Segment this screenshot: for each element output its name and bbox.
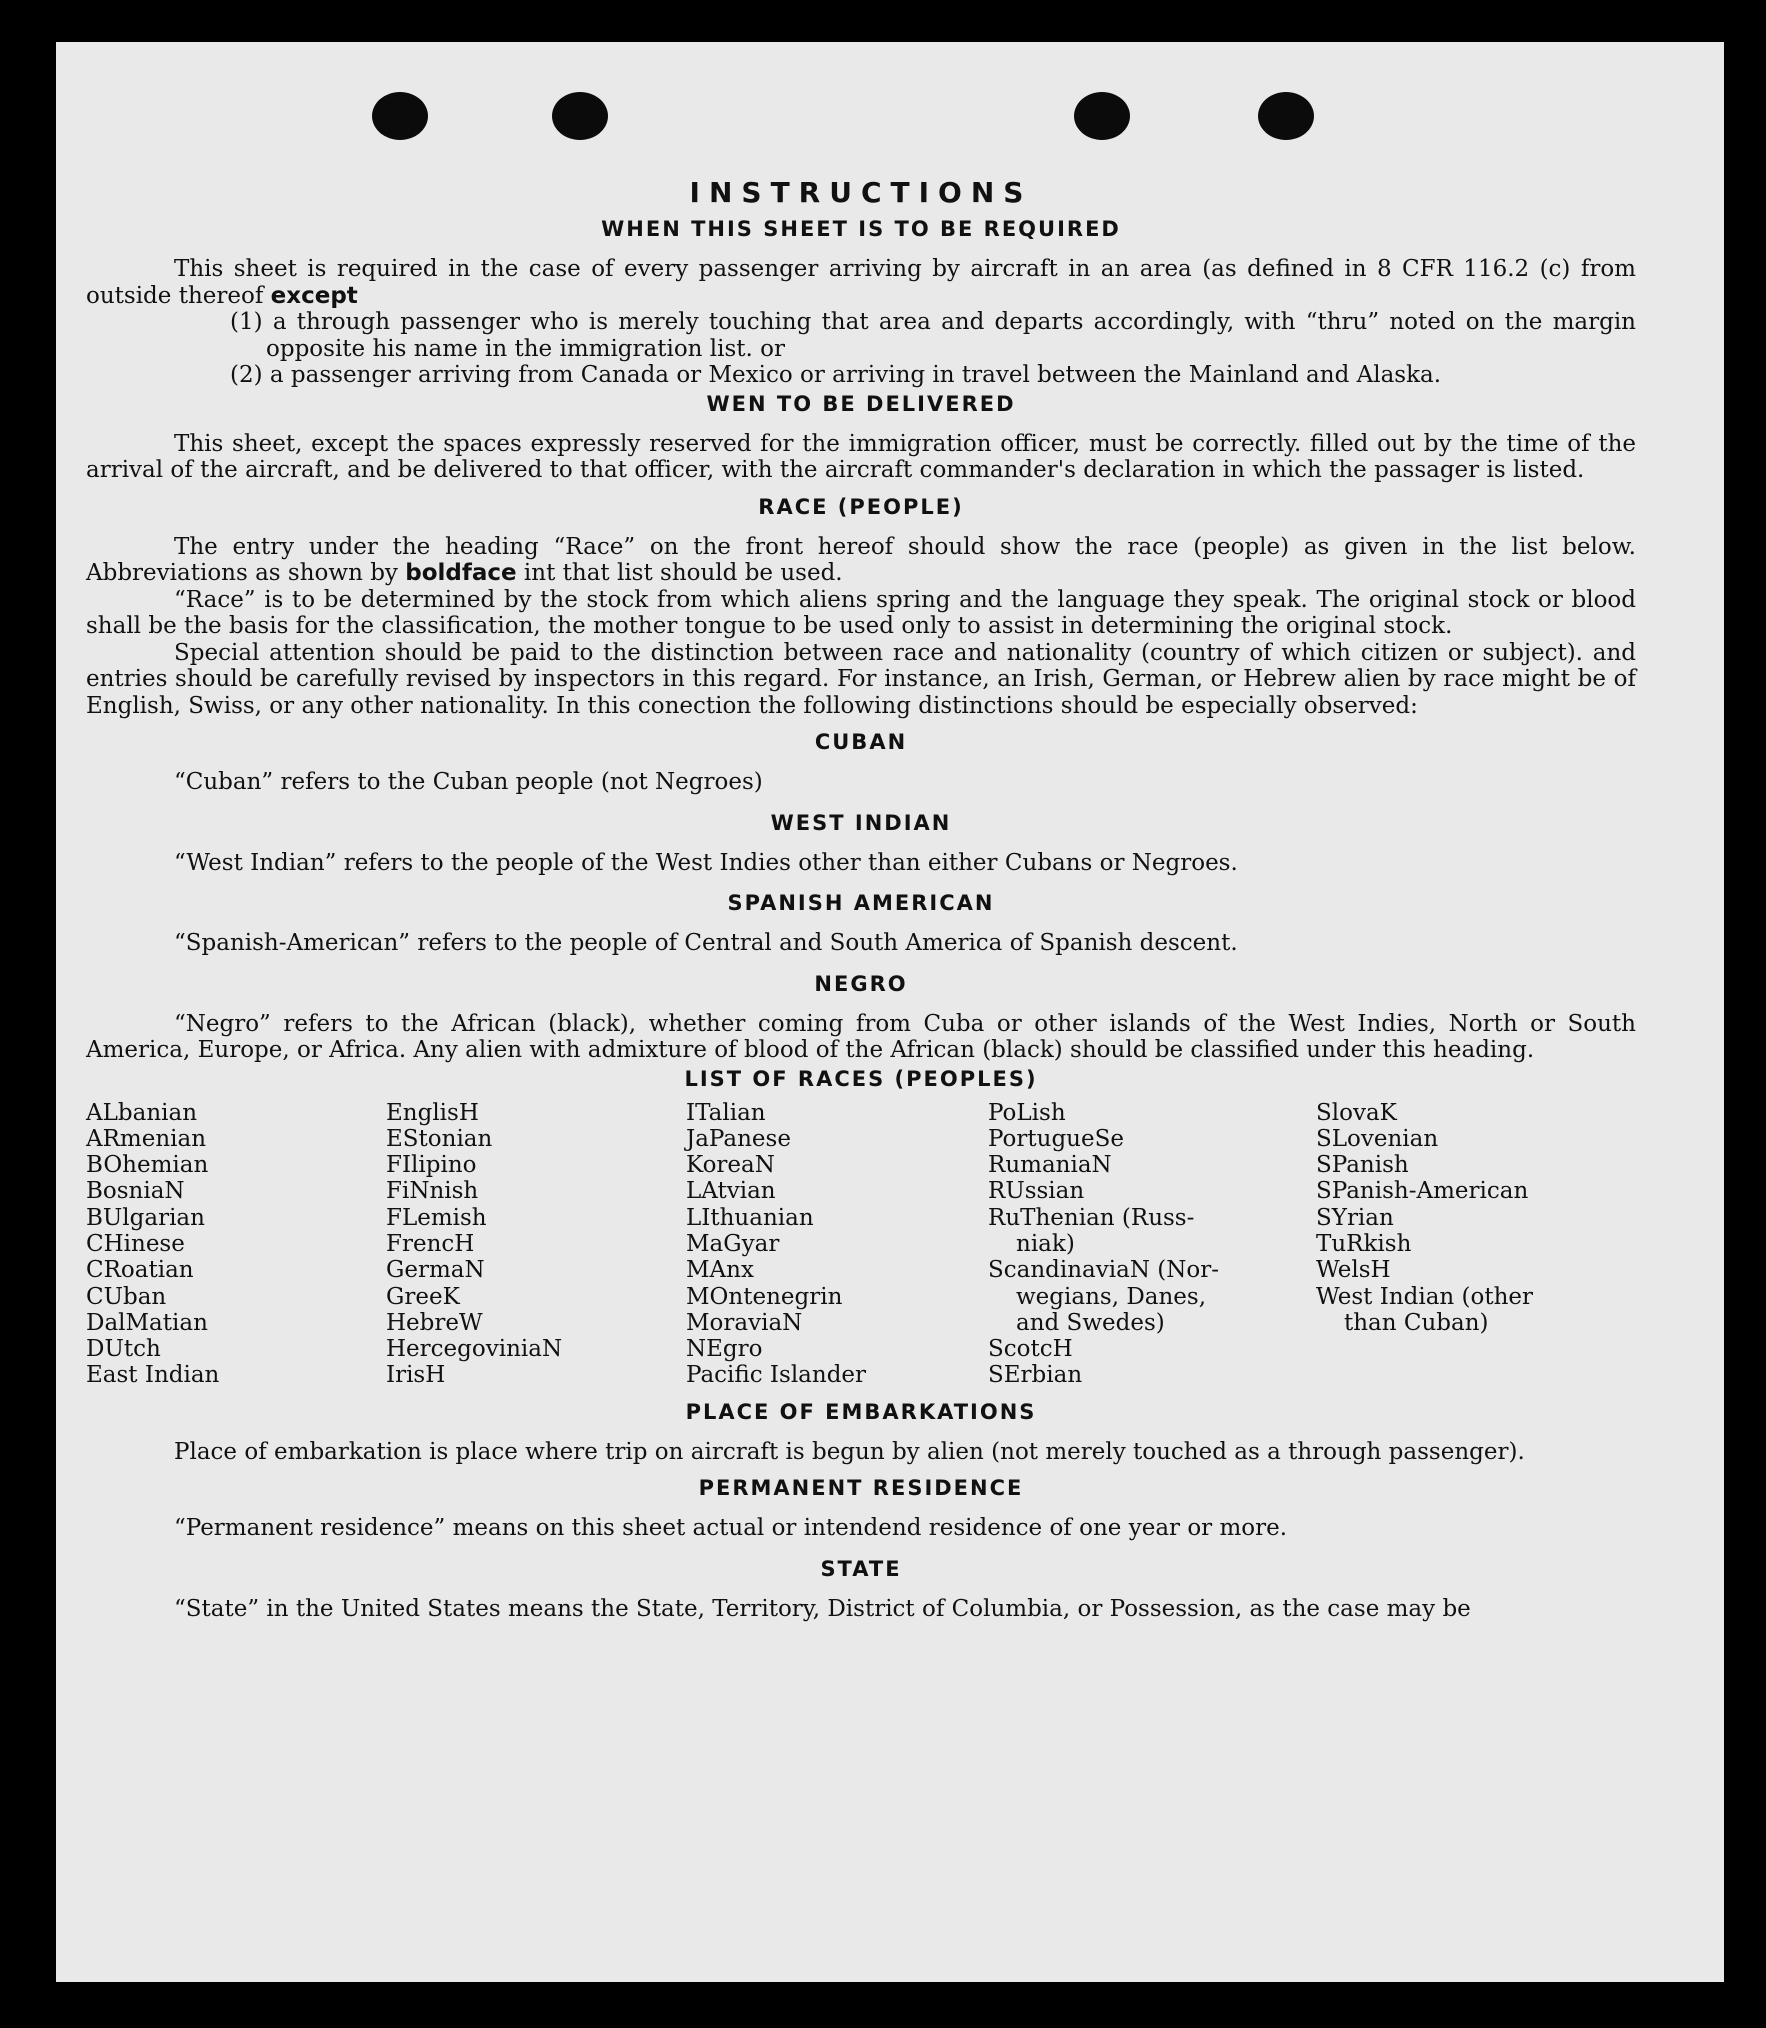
race-item: HercegoviniaN [386,1336,563,1363]
boldface-word: boldface [405,560,517,586]
when-required-intro [86,256,1636,309]
punch-hole-1 [372,92,428,140]
state-text: “State” in the United States means the State, Territory, District of Columbia, or Possession, as the case may be [174,1595,1471,1622]
race-item: SPanish [1316,1152,1409,1179]
race-item: CHinese [86,1230,185,1257]
exception-item-2: (2) a passenger arriving from Canada or Mexico or arriving in travel between the Mainland and Alaska. [230,362,1442,388]
race-item: RuThenian (Russ- [988,1204,1195,1231]
races-column-3 [686,1100,988,1389]
race-item: West Indian (other [1316,1283,1534,1310]
embarkation-text: Place of embarkation is place where trip on aircraft is begun by alien (not merely touched as a through passenger). [174,1438,1525,1465]
instruction-sheet [56,42,1724,1982]
race-item: niak) [1016,1230,1075,1257]
race-item: FIlipino [386,1152,477,1179]
heading-race: RACE (PEOPLE) [758,494,964,519]
punch-hole-3 [1074,92,1130,140]
punch-hole-2 [552,92,608,140]
race-item: MAnx [686,1257,754,1284]
race-item: JaPanese [686,1125,791,1152]
race-item: SPanish-American [1316,1178,1529,1205]
race-item: BUlgarian [86,1204,205,1231]
race-item: GermaN [386,1257,485,1284]
race-item: BosniaN [86,1178,185,1205]
race-paragraph-1 [86,534,1636,587]
spanish-american-text: “Spanish-American” refers to the people of Central and South America of Spanish descent. [174,930,1238,956]
heading-negro: NEGRO [814,971,908,996]
race-item: FiNnish [386,1178,479,1205]
race-item: NEgro [686,1336,763,1363]
race-item: MaGyar [686,1230,780,1257]
residence-text: “Permanent residence” means on this sheet actual or intendend residence of one year or more. [174,1515,1288,1542]
race-item: SYrian [1316,1204,1394,1231]
heading-cuban: CUBAN [814,730,908,754]
heading-list-of-races: LIST OF RACES (PEOPLES) [684,1066,1038,1091]
race-item: CRoatian [86,1257,194,1284]
races-column-4 [988,1100,1316,1389]
race-item: East Indian [86,1362,220,1389]
race-item: FrencH [386,1230,475,1257]
races-column-2 [386,1100,686,1389]
west-indian-text: “West Indian” refers to the people of the West Indies other than either Cubans or Negroes. [174,849,1238,876]
heading-permanent-residence: PERMANENT RESIDENCE [698,1476,1024,1501]
race-item: KoreaN [686,1152,775,1179]
race-item: TuRkish [1316,1230,1412,1257]
race-item: LIthuanian [686,1204,814,1231]
race-item: SLovenian [1316,1125,1439,1152]
sheet-content [86,172,1636,1622]
race-item: HebreW [386,1309,483,1336]
race-item: ALbanian [86,1099,198,1126]
race-item: MoraviaN [686,1309,803,1336]
race-item: CUban [86,1283,167,1310]
race-item: DUtch [86,1336,161,1363]
race-item: IrisH [386,1362,446,1389]
race-item: PortugueSe [988,1125,1124,1152]
race-item: SlovaK [1316,1099,1397,1126]
race-p1-end: int that list should be used. [523,560,843,586]
race-paragraph-3: Special attention should be paid to the distinction between race and nationality (country of which citizen or subject). and entries should be carefully revised by inspectors in this regard. For instance, an Irish, German, or Hebrew alien by race might be of English, Swiss, or any other nationality. In this conection the following distinctions should be especially observed: [86,639,1636,719]
races-list [86,1100,1636,1389]
race-item: SErbian [988,1362,1083,1389]
race-item: PoLish [988,1099,1066,1126]
exception-item-1: (1) a through passenger who is merely touching that area and departs accordingly, with “thru” noted on the margin opposite his name in the immigration list. or [230,309,1636,362]
races-column-5 [1316,1100,1616,1389]
race-item: EStonian [386,1125,493,1152]
heading-west-indian: WEST INDIAN [770,810,952,835]
race-p1-start: The entry under the heading “Race” on the front hereof should show the race (people) as given in the list below. Abbreviations as shown by [86,533,1636,586]
heading-when-delivered: WEN TO BE DELIVERED [706,391,1016,416]
race-item: wegians, Danes, [1016,1283,1207,1310]
race-item: ARmenian [86,1125,207,1152]
heading-state: STATE [820,1556,902,1581]
race-item: ScandinaviaN (Nor- [988,1257,1219,1284]
race-item: MOntenegrin [686,1283,843,1310]
when-delivered-text: This sheet, except the spaces expressly reserved for the immigration officer, must be correctly. filled out by the time of the arrival of the aircraft, and be delivered to that officer, with the aircraft commander's declaration in which the passager is listed. [86,430,1636,483]
race-item: ITalian [686,1099,766,1126]
cuban-text: “Cuban” refers to the Cuban people (not Negroes) [174,769,763,795]
except-word: except [270,282,358,309]
race-item: RUssian [988,1178,1085,1205]
race-item: LAtvian [686,1178,776,1205]
race-item: EnglisH [386,1099,479,1126]
heading-embarkation: PLACE OF EMBARKATIONS [685,1399,1037,1424]
race-item: Pacific Islander [686,1362,867,1389]
race-item: BOhemian [86,1152,209,1179]
intro-text: This sheet is required in the case of every passenger arriving by aircraft in an area (as defined in 8 CFR 116.2 (c) from outside thereof [86,256,1636,309]
race-item: DalMatian [86,1309,208,1336]
race-paragraph-2: “Race” is to be determined by the stock from which aliens spring and the language they speak. The original stock or blood shall be the basis for the classification, the mother tongue to be used only to assist in determining the original stock. [86,586,1636,639]
race-item: FLemish [386,1204,487,1231]
race-item: GreeK [386,1283,460,1310]
race-item: WelsH [1316,1257,1391,1284]
punch-hole-4 [1258,92,1314,140]
page-title: INSTRUCTIONS [689,176,1033,209]
race-item: ScotcH [988,1336,1073,1363]
race-item: than Cuban) [1344,1309,1489,1336]
race-item: and Swedes) [1016,1309,1165,1336]
races-column-1 [86,1100,386,1389]
race-item: RumaniaN [988,1152,1112,1179]
heading-when-required: WHEN THIS SHEET IS TO BE REQUIRED [601,217,1121,241]
heading-spanish-american: SPANISH AMERICAN [727,891,995,915]
negro-text: “Negro” refers to the African (black), whether coming from Cuba or other islands of the West Indies, North or South America, Europe, or Africa. Any alien with admixture of blood of the African (black) should be classified under this heading. [86,1010,1636,1063]
